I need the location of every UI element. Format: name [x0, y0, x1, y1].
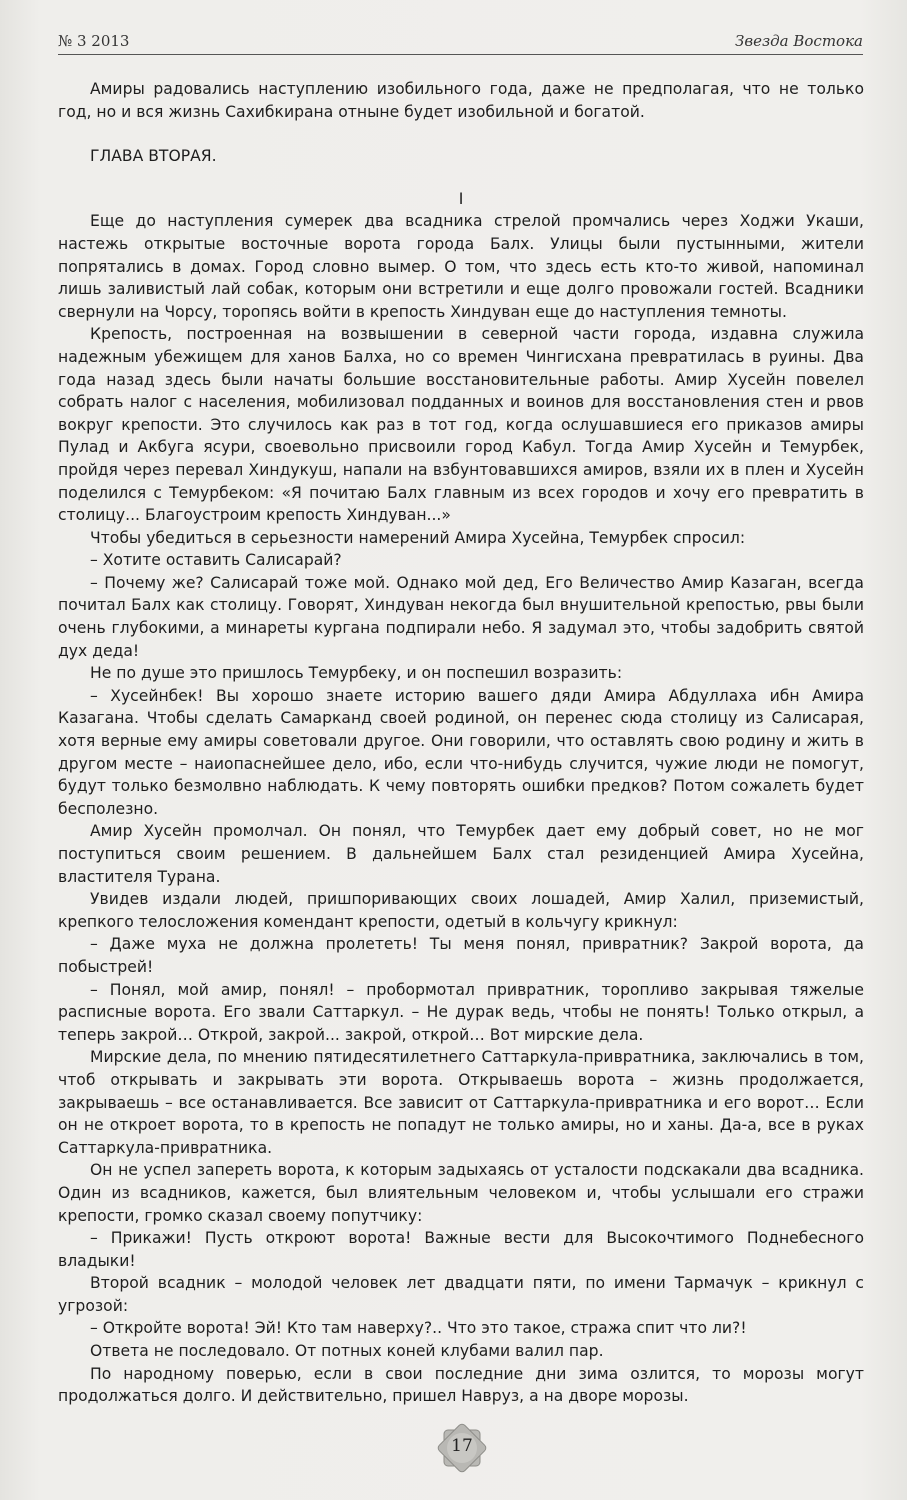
dialogue-line: – Хотите оставить Салисарай? — [90, 551, 342, 570]
dialogue-line: – Даже муха не должна пролететь! Ты меня понял, привратник? Закрой ворота, да побыстрей! — [58, 935, 864, 976]
paragraph: Амир Хусейн промолчал. Он понял, что Темурбек дает ему добрый совет, но не мог поступиться своим решением. В дальнейшем Балх стал резиденцией Амира Хусейна, властителя Турана. — [58, 822, 864, 886]
dialogue-line: – Откройте ворота! Эй! Кто там наверху?.. Что это такое, стража спит что ли?! — [90, 1319, 747, 1338]
paragraph: Чтобы убедиться в серьезности намерений Амира Хусейна, Темурбек спросил: — [90, 528, 746, 547]
paragraph: По народному поверью, если в свои последние дни зима озлится, то морозы могут продолжаться долго. И действительно, пришел Навруз, а на дворе морозы. — [58, 1364, 864, 1406]
running-header — [58, 28, 863, 55]
paragraph: Второй всадник – молодой человек лет двадцати пяти, по имени Тармачук – крикнул с угрозой: — [58, 1274, 864, 1315]
journal-title: Звезда Востока — [735, 32, 863, 50]
page-number: 17 — [451, 1436, 473, 1456]
paragraph: Крепость, построенная на возвышении в северной части города, издавна служила надежным убежищем для ханов Балха, но со времен Чингисхана превратилась в руины. Два года назад здесь были начаты большие восстановительные работы. Амир Хусейн повелел собрать налог с населения, мобилизовал подданных и воинов для восстановления стен и рвов вокруг крепости. Это случилось как раз в тот год, когда ослушавшиеся его приказов амиры Пулад и Акбуга ясури, своевольно присвоили город Кабул. Тогда Амир Хусейн и Темурбек, пройдя через перевал Хиндукуш, напали на взбунтовавшихся амиров, взяли их в плен и Хусейн поделился с Темурбеком: «Я почитаю Балх главным из всех городов и хочу его превратить в столицу... Благоустроим крепость Хиндуван...» — [58, 325, 864, 525]
paragraph: Не по душе это пришлось Темурбеку, и он поспешил возразить: — [90, 664, 623, 683]
issue-label: № 3 2013 — [58, 32, 130, 50]
chapter-heading: ГЛАВА ВТОРАЯ. — [90, 147, 217, 166]
paragraph: Увидев издали людей, пришпоривающих своих лошадей, Амир Халил, приземистый, крепкого телосложения комендант крепости, одетый в кольчугу крикнул: — [58, 890, 864, 931]
paragraph: Мирские дела, по мнению пятидесятилетнего Саттаркула-привратника, заключались в том, чтоб открывать и закрывать эти ворота. Открываешь ворота – жизнь продолжается, закрываешь – все останавливается. Все зависит от Саттаркула-привратника и его ворот… Если он не откроет ворота, то в крепость не попадут не только амиры, но и ханы. Да-а, все в руках Саттаркула-привратника. — [58, 1048, 864, 1157]
paragraph: Еще до наступления сумерек два всадника стрелой промчались через Ходжи Укаши, настежь открытые восточные ворота города Балх. Улицы были пустынными, жители попрятались в домах. Город словно вымер. О том, что здесь есть кто-то живой, напоминал лишь заливистый лай собак, которым они встретили и еще долго провожали гостей. Всадники свернули на Чорсу, торопясь войти в крепость Хиндуван еще до наступления темноты. — [58, 212, 864, 321]
section-number: I — [458, 189, 464, 208]
dialogue-line: – Понял, мой амир, понял! – пробормотал привратник, торопливо закрывая тяжелые расписные ворота. Его звали Саттаркул. – Не дурак ведь, чтобы не понять! Только открыл, а теперь закрой… Открой, закрой... закрой, открой… Вот мирские дела. — [58, 980, 864, 1044]
paragraph: Он не успел запереть ворота, к которым задыхаясь от усталости подскакали два всадника. Один из всадников, кажется, был влиятельным человеком и, чтобы услышали его стражи крепости, громко сказал своему попутчику: — [58, 1161, 864, 1225]
article-body — [58, 78, 864, 1408]
dialogue-line: – Прикажи! Пусть откроют ворота! Важные вести для Высокочтимого Поднебесного владыки! — [58, 1229, 864, 1270]
paragraph: Ответа не последовало. От потных коней клубами валил пар. — [90, 1342, 604, 1361]
page-number-badge — [433, 1419, 491, 1477]
dialogue-line: – Хусейнбек! Вы хорошо знаете историю вашего дяди Амира Абдуллаха ибн Амира Казагана. Чтобы сделать Самарканд своей родиной, он перенес сюда столицу из Салисарая, хотя верные ему амиры советовали другое. Они говорили, что оставлять свою родину и жить в другом месте – наиопаснейшее дело, ибо, если что-нибудь случится, чужие люди не помогут, будут только безмолвно наблюдать. К чему повторять ошибки предков? Потом сожалеть будет бесполезно. — [58, 686, 864, 818]
paragraph: Амиры радовались наступлению изобильного года, даже не предполагая, что не только год, но и вся жизнь Сахибкирана отныне будет изобильной и богатой. — [58, 80, 864, 121]
dialogue-line: – Почему же? Салисарай тоже мой. Однако мой дед, Его Величество Амир Казаган, всегда почитал Балх как столицу. Говорят, Хиндуван некогда был внушительной крепостью, рвы были очень глубокими, а минареты кургана подпирали небо. Я задумал это, чтобы задобрить святой дух деда! — [58, 573, 864, 660]
